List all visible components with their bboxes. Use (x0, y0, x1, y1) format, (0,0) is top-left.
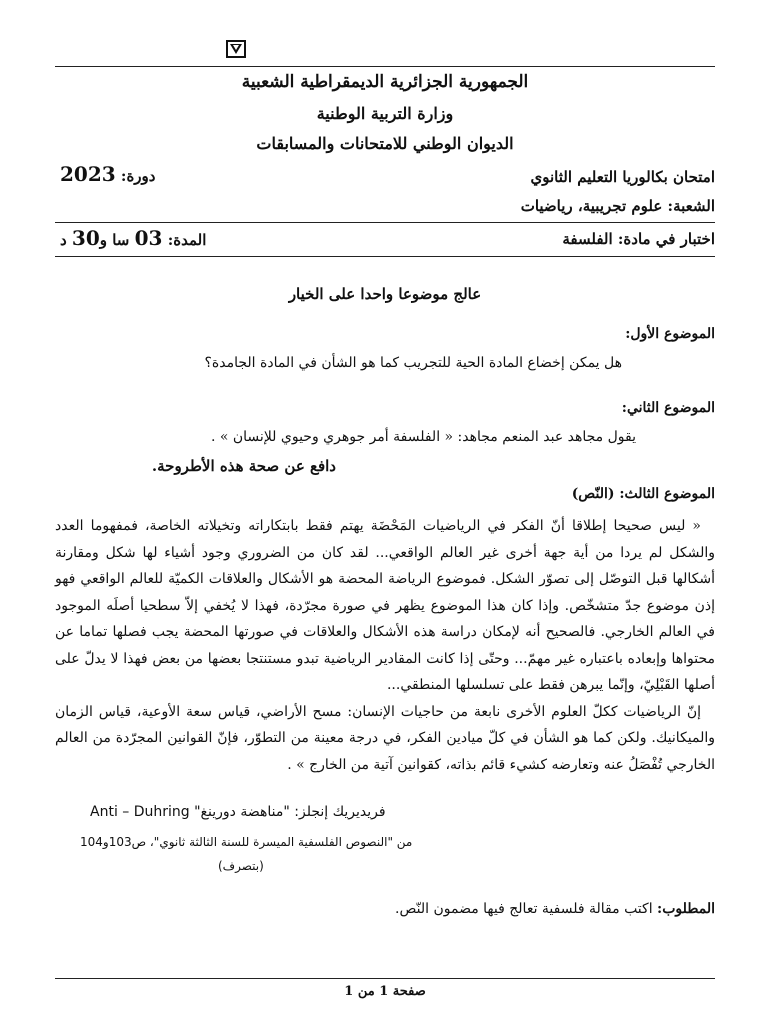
ministry-title: وزارة التربية الوطنية (316, 104, 454, 123)
duration-label: المدة: (167, 231, 207, 249)
exam-label: امتحان بكالوريا التعليم الثانوي (530, 168, 715, 186)
republic-title: الجمهورية الجزائرية الديمقراطية الشعبية (241, 72, 529, 92)
page-label: صفحة (392, 984, 426, 999)
session-label: دورة: (120, 167, 156, 185)
instruction: عالج موضوعا واحدا على الخيار (288, 285, 482, 303)
topic2-quote: يقول مجاهد عبد المنعم مجاهد: « الفلسفة أمر جوهري وحيوي للإنسان » . (210, 429, 636, 445)
adapted-note: (بتصرف) (218, 859, 264, 873)
duration-minutes-unit: د (60, 231, 67, 249)
page-of: من (357, 984, 375, 999)
meta-rule (55, 222, 715, 223)
session-info (60, 162, 155, 186)
topic3-title: الموضوع الثالث: (النّص) (571, 486, 715, 502)
stream-label: الشعبة: علوم تجريبية، رياضيات (520, 197, 715, 215)
topic2-title: الموضوع الثاني: (621, 400, 715, 416)
passage-paragraph-1: « ليس صحيحا إطلاقا أنّ الفكر في الرياضيات المَحْضَة يهتم فقط بابتكاراته وتخيلاته الخاصة، فمفهوما العدد والشكل لم يردا من أية جهة أخرى غير العالم الواقعي... لقد كان من الضروري وجود أشياء لها شكل ومقارنة أشكالها قبل التوصّل إلى تصوّر الشكل. فموضوع الرياضة المحضة هو الأشكال والعلاقات الكميّة للعالم الواقعي فهو إذن موضوع جدّ متشخّص. وإذا كان هذا الموضوع يظهر في صورة مجرّدة، فهذا لا يُخفي إلاّ سطحيا أصلَه الموجود في العالم الخارجي. فالصحيح أنه لإمكان دراسة هذه الأشكال والعلاقات في صورتها المحضة يجب فصلها تماما عن محتواها وإبعاده باعتباره غير مهمّ... وحتّى إذا كانت المقادير الرياضية تبدو مستنتجا بعضها من بعض فهذا لا يدلّ على أصلها القَبْلِيّ، وإنّما يبرهن فقط على تسلسلها المنطقي... (55, 518, 715, 693)
session-year: 2023 (60, 162, 116, 186)
topic1-title: الموضوع الأول: (625, 326, 715, 342)
office-title: الديوان الوطني للامتحانات والمسابقات (256, 134, 514, 153)
page-number (55, 984, 715, 999)
checkbox-v-icon (226, 40, 246, 58)
subject-rule (55, 256, 715, 257)
author-citation: فريديريك إنجلز: "مناهضة دورينغ" Anti – Duhring (90, 804, 386, 820)
passage (55, 513, 715, 778)
subject-label: اختبار في مادة: الفلسفة (562, 230, 715, 248)
top-rule (55, 66, 715, 67)
duration-hours: 03 (134, 226, 163, 250)
topic2-task: دافع عن صحة هذه الأطروحة. (151, 457, 336, 475)
topic1-question: هل يمكن إخضاع المادة الحية للتجريب كما هو الشأن في المادة الجامدة؟ (204, 355, 622, 371)
duration-info (60, 226, 206, 250)
task-text: اكتب مقالة فلسفية تعالج فيها مضمون النّص. (395, 901, 653, 917)
source-citation: من "النصوص الفلسفية الميسرة للسنة الثالثة ثانوي"، ص103و104 (80, 835, 413, 849)
topic3-task (395, 901, 715, 917)
duration-minutes: 30 (71, 226, 100, 250)
duration-hours-unit: سا و (99, 231, 130, 249)
passage-paragraph-2: إنّ الرياضيات ككلّ العلوم الأخرى نابعة من حاجيات الإنسان: مسح الأراضي، قياس سعة الأوعية، قياس الزمان والميكانيك. ولكن كما هو الشأن في كلّ ميادين الفكر، في درجة معينة من التطوّر، فإنّ القوانين المجرّدة من العالم الخارجي تُفْصَلُ عنه وتعارضه كشيء قائم بذاته، كقوانين آتية من الخارج » . (55, 703, 715, 773)
footer-rule (55, 978, 715, 979)
page-total: 1 (344, 984, 354, 999)
page-current: 1 (379, 984, 389, 999)
task-label: المطلوب: (657, 901, 715, 917)
